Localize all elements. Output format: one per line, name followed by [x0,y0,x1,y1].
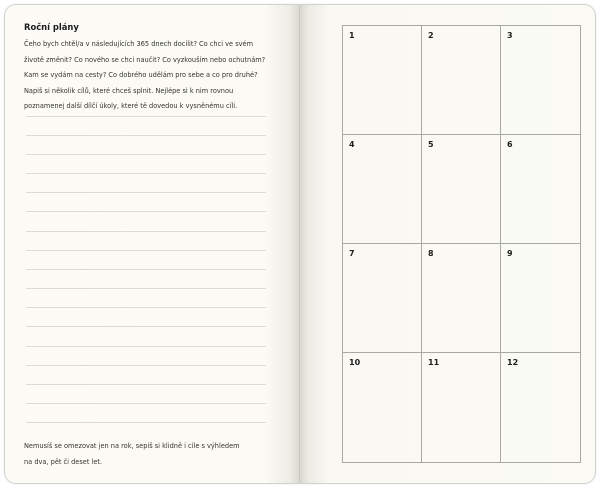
footer-line: na dva, pět či deset let. [24,457,103,466]
month-cell[interactable] [501,135,580,244]
month-number: 7 [349,249,355,258]
month-number: 2 [428,31,434,40]
writing-line [26,116,266,117]
month-grid [342,25,581,463]
writing-line [26,231,266,232]
page-title: Roční plány [24,22,79,32]
writing-line [26,384,266,385]
writing-line [26,288,266,289]
writing-lines [26,5,266,483]
month-number: 6 [507,140,513,149]
writing-line [26,269,266,270]
writing-line [26,326,266,327]
writing-line [26,135,266,136]
month-number: 4 [349,140,355,149]
footer-note [24,439,286,470]
right-page [300,5,595,483]
month-number: 8 [428,249,434,258]
month-cell[interactable] [422,244,501,353]
writing-line [26,192,266,193]
intro-line: poznamenej další dílčí úkoly, které tě dovedou k vysněnému cíli. [24,102,238,110]
writing-line [26,422,266,423]
month-cell[interactable] [343,244,422,353]
month-number: 11 [428,358,440,367]
month-cell[interactable] [422,353,501,462]
writing-line [26,307,266,308]
month-cell[interactable] [501,26,580,135]
writing-line [26,365,266,366]
month-number: 1 [349,31,355,40]
month-cell[interactable] [343,353,422,462]
writing-line [26,346,266,347]
intro-line: Kam se vydám na cesty? Co dobrého udělám pro sebe a co pro druhé? [24,71,258,79]
month-number: 12 [507,358,519,367]
month-cell[interactable] [422,135,501,244]
intro-line: Napiš si několik cílů, které chceš splnit. Nejlépe si k nim rovnou [24,86,234,95]
month-cell[interactable] [501,353,580,462]
writing-line [26,250,266,251]
left-page [5,5,300,483]
intro-line: životě změnit? Co nového se chci naučit? Co vyzkouším nebo ochutnám? [24,55,266,64]
writing-line [26,154,266,155]
month-cell[interactable] [422,26,501,135]
month-cell[interactable] [343,26,422,135]
writing-line [26,403,266,404]
writing-line [26,211,266,212]
footer-line: Nemusíš se omezovat jen na rok, sepiš si klidně i cíle s výhledem [24,442,240,450]
month-cell[interactable] [343,135,422,244]
notebook-spread [4,4,596,484]
month-number: 5 [428,140,434,149]
month-cell[interactable] [501,244,580,353]
month-number: 3 [507,31,513,40]
writing-line [26,173,266,174]
month-number: 9 [507,249,513,258]
intro-line: Čeho bych chtěl/a v následujících 365 dnech docílit? Co chci ve svém [24,40,254,48]
month-number: 10 [349,358,361,367]
